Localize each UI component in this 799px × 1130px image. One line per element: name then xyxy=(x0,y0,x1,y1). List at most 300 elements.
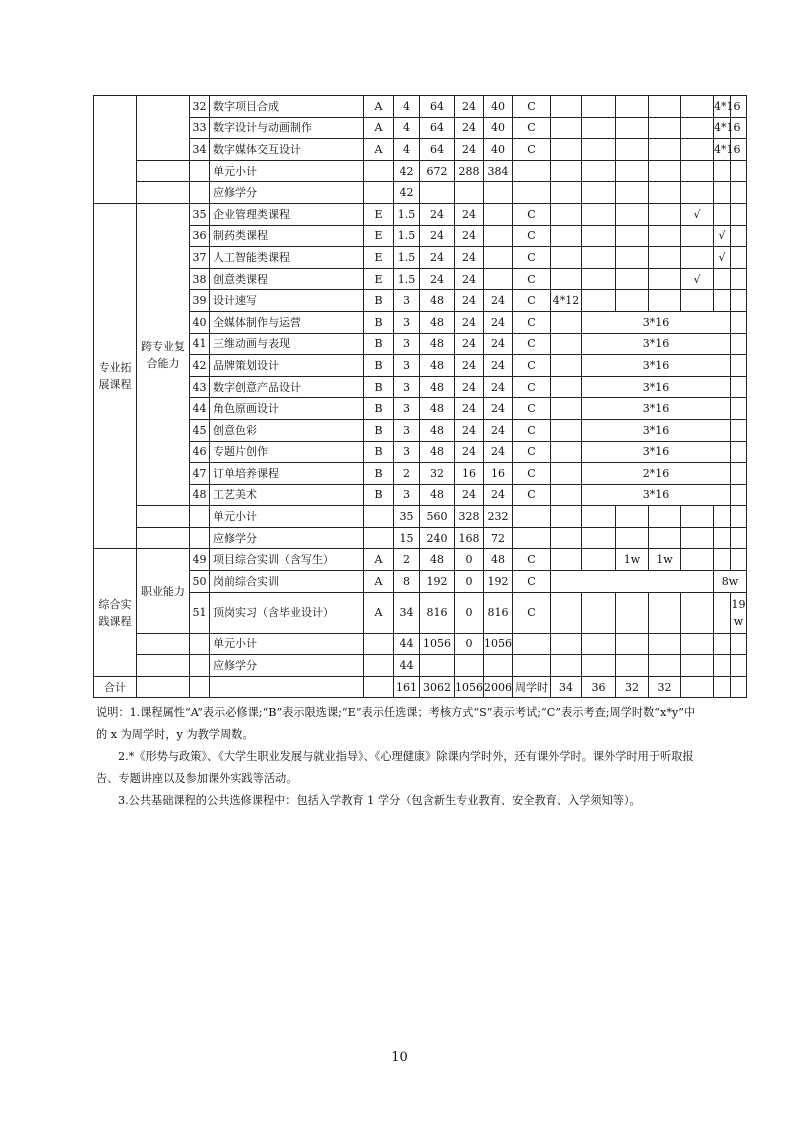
subtotal-total: 672 xyxy=(420,160,455,182)
table-row xyxy=(94,290,747,312)
table-row xyxy=(94,398,747,420)
empty-cell xyxy=(364,676,394,698)
cell-practice: 24 xyxy=(484,290,513,312)
empty-cell xyxy=(649,139,681,161)
course-name: 设计速写 xyxy=(210,290,364,312)
empty-cell xyxy=(731,376,747,398)
empty-cell xyxy=(731,398,747,420)
subtotal-total: 560 xyxy=(420,506,455,528)
cell-exam: C xyxy=(513,96,551,118)
empty-cell xyxy=(616,160,649,182)
cell-exam: C xyxy=(513,247,551,269)
empty-cell xyxy=(616,247,649,269)
cell-theory: 24 xyxy=(455,398,484,420)
course-name: 数字媒体交互设计 xyxy=(210,139,364,161)
empty-cell xyxy=(731,290,747,312)
cell-credit: 8 xyxy=(394,571,420,593)
empty-cell xyxy=(455,182,484,204)
empty-cell xyxy=(364,655,394,677)
cell-total: 48 xyxy=(420,441,455,463)
cell-credit: 3 xyxy=(394,419,420,441)
category-professional-extension: 专业拓展课程 xyxy=(94,203,137,549)
cell-theory: 24 xyxy=(455,203,484,225)
empty-cell xyxy=(616,203,649,225)
cell-practice: 24 xyxy=(484,419,513,441)
cell-attr: A xyxy=(364,592,394,633)
empty-cell xyxy=(364,633,394,655)
grand-total-practice: 2006 xyxy=(484,676,513,698)
empty-cell xyxy=(681,225,714,247)
cell-exam: C xyxy=(513,355,551,377)
weekly-hours-s3: 32 xyxy=(616,676,649,698)
cell-theory: 24 xyxy=(455,290,484,312)
empty-cell xyxy=(714,655,731,677)
cell-theory: 0 xyxy=(455,592,484,633)
cell-attr: E xyxy=(364,247,394,269)
cell-credit: 1.5 xyxy=(394,225,420,247)
empty-cell xyxy=(731,633,747,655)
cell-practice: 24 xyxy=(484,376,513,398)
cell-attr: A xyxy=(364,139,394,161)
empty-cell xyxy=(616,268,649,290)
cell-theory: 24 xyxy=(455,225,484,247)
cell-no: 49 xyxy=(190,549,210,571)
empty-cell xyxy=(551,441,582,463)
cell-total: 64 xyxy=(420,96,455,118)
cell-theory: 24 xyxy=(455,333,484,355)
cell-no: 37 xyxy=(190,247,210,269)
required-label: 应修学分 xyxy=(210,655,364,677)
cell-exam: C xyxy=(513,463,551,485)
cell-total: 24 xyxy=(420,225,455,247)
course-name: 数字创意产品设计 xyxy=(210,376,364,398)
cell-exam: C xyxy=(513,549,551,571)
subtotal-practice: 1056 xyxy=(484,633,513,655)
empty-cell xyxy=(731,463,747,485)
cell-total: 192 xyxy=(420,571,455,593)
cell-theory: 0 xyxy=(455,571,484,593)
empty-cell xyxy=(582,655,616,677)
required-label: 应修学分 xyxy=(210,527,364,549)
cell-total: 24 xyxy=(420,247,455,269)
cell-practice xyxy=(484,247,513,269)
empty-cell xyxy=(137,676,190,698)
cell-theory: 24 xyxy=(455,355,484,377)
cell-exam: C xyxy=(513,441,551,463)
empty-cell xyxy=(364,527,394,549)
empty-cell xyxy=(484,655,513,677)
empty-cell xyxy=(714,549,731,571)
subtotal-label: 单元小计 xyxy=(210,633,364,655)
cell-no: 35 xyxy=(190,203,210,225)
cell-attr: A xyxy=(364,96,394,118)
cell-theory: 24 xyxy=(455,96,484,118)
cell-credit: 2 xyxy=(394,463,420,485)
empty-cell xyxy=(484,182,513,204)
semester-s6: 4*16 xyxy=(714,139,731,161)
cell-no: 40 xyxy=(190,311,210,333)
empty-cell xyxy=(551,225,582,247)
cell-credit: 3 xyxy=(394,441,420,463)
course-name: 订单培养课程 xyxy=(210,463,364,485)
cell-attr: B xyxy=(364,290,394,312)
empty-cell xyxy=(551,484,582,506)
note-1: 说明：1.课程属性“A”表示必修课;“B”表示限选课;“E”表示任选课；考核方式“S”表示考试;“C”表示考查;周学时数“x*y”中的 x 为周学时，y 为教学周数。 xyxy=(96,706,696,741)
category-comprehensive-practice: 综合实践课程 xyxy=(94,549,137,676)
empty-cell xyxy=(649,117,681,139)
empty-cell xyxy=(616,633,649,655)
category-cell-empty xyxy=(94,96,137,204)
empty-cell xyxy=(714,268,731,290)
empty-cell xyxy=(551,355,582,377)
group-cross-discipline: 跨专业复合能力 xyxy=(137,203,190,505)
cell-no: 50 xyxy=(190,571,210,593)
cell-total: 64 xyxy=(420,117,455,139)
cell-theory: 24 xyxy=(455,419,484,441)
empty-cell xyxy=(731,225,747,247)
cell-theory: 24 xyxy=(455,441,484,463)
empty-cell xyxy=(616,96,649,118)
course-name: 品牌策划设计 xyxy=(210,355,364,377)
empty-cell xyxy=(364,182,394,204)
cell-total: 64 xyxy=(420,139,455,161)
cell-no: 34 xyxy=(190,139,210,161)
empty-cell xyxy=(681,117,714,139)
empty-cell xyxy=(137,506,190,528)
empty-cell xyxy=(681,247,714,269)
group-vocational-ability: 职业能力 xyxy=(137,549,190,633)
cell-exam: C xyxy=(513,268,551,290)
empty-cell xyxy=(616,182,649,204)
cell-total: 24 xyxy=(420,268,455,290)
semester-weeks: 3*16 xyxy=(582,333,731,355)
cell-credit: 4 xyxy=(394,96,420,118)
empty-cell xyxy=(714,182,731,204)
cell-credit: 3 xyxy=(394,484,420,506)
cell-attr: B xyxy=(364,441,394,463)
course-name: 人工智能类课程 xyxy=(210,247,364,269)
cell-attr: B xyxy=(364,376,394,398)
empty-cell xyxy=(582,203,616,225)
empty-cell xyxy=(731,182,747,204)
semester-weeks: 3*16 xyxy=(582,376,731,398)
empty-cell xyxy=(582,247,616,269)
cell-credit: 2 xyxy=(394,549,420,571)
cell-total: 48 xyxy=(420,549,455,571)
empty-cell xyxy=(551,419,582,441)
empty-cell xyxy=(681,527,714,549)
cell-credit: 3 xyxy=(394,376,420,398)
empty-cell xyxy=(731,655,747,677)
empty-cell xyxy=(616,592,649,633)
empty-cell xyxy=(513,655,551,677)
empty-cell xyxy=(551,549,582,571)
cell-no: 33 xyxy=(190,117,210,139)
required-credit: 44 xyxy=(394,655,420,677)
empty-cell xyxy=(582,506,616,528)
cell-credit: 3 xyxy=(394,398,420,420)
cell-practice: 24 xyxy=(484,484,513,506)
semester-s3: 1w xyxy=(616,549,649,571)
course-name: 全媒体制作与运营 xyxy=(210,311,364,333)
empty-cell xyxy=(649,527,681,549)
empty-cell xyxy=(137,182,190,204)
course-name: 顶岗实习（含毕业设计） xyxy=(210,592,364,633)
grand-total-theory: 1056 xyxy=(455,676,484,698)
notes xyxy=(96,702,706,812)
note-3: 3.公共基础课程的公共选修课程中：包括入学教育 1 学分（包含新生专业教育、安全教育、入学须知等）。 xyxy=(118,794,641,807)
empty-cell xyxy=(551,463,582,485)
empty-cell xyxy=(681,96,714,118)
cell-theory: 24 xyxy=(455,139,484,161)
empty-cell xyxy=(714,527,731,549)
cell-attr: E xyxy=(364,203,394,225)
empty-cell xyxy=(551,247,582,269)
cell-credit: 34 xyxy=(394,592,420,633)
cell-exam: C xyxy=(513,484,551,506)
empty-cell xyxy=(551,311,582,333)
empty-cell xyxy=(649,225,681,247)
cell-total: 48 xyxy=(420,398,455,420)
cell-exam: C xyxy=(513,398,551,420)
semester-s6: 4*16 xyxy=(714,117,731,139)
cell-credit: 1.5 xyxy=(394,268,420,290)
empty-cell xyxy=(582,225,616,247)
empty-cell xyxy=(190,160,210,182)
required-label: 应修学分 xyxy=(210,182,364,204)
cell-practice: 24 xyxy=(484,398,513,420)
subtotal-practice: 232 xyxy=(484,506,513,528)
empty-cell xyxy=(551,571,714,593)
empty-cell xyxy=(714,203,731,225)
cell-credit: 3 xyxy=(394,290,420,312)
table-row xyxy=(94,484,747,506)
table-row xyxy=(94,247,747,269)
cell-credit: 4 xyxy=(394,139,420,161)
empty-cell xyxy=(582,160,616,182)
empty-cell xyxy=(731,268,747,290)
cell-attr: E xyxy=(364,225,394,247)
cell-practice: 48 xyxy=(484,549,513,571)
empty-cell xyxy=(731,506,747,528)
empty-cell xyxy=(190,506,210,528)
cell-credit: 3 xyxy=(394,333,420,355)
course-name: 专题片创作 xyxy=(210,441,364,463)
empty-cell xyxy=(681,676,714,698)
semester-weeks: 3*16 xyxy=(582,355,731,377)
cell-credit: 3 xyxy=(394,355,420,377)
empty-cell xyxy=(513,160,551,182)
weekly-hours-label: 周学时 xyxy=(513,676,551,698)
empty-cell xyxy=(649,268,681,290)
empty-cell xyxy=(551,633,582,655)
required-total: 240 xyxy=(420,527,455,549)
cell-practice xyxy=(484,268,513,290)
cell-total: 48 xyxy=(420,333,455,355)
table-row xyxy=(94,268,747,290)
cell-theory: 24 xyxy=(455,117,484,139)
semester-s4: 1w xyxy=(649,549,681,571)
empty-cell xyxy=(137,633,190,655)
cell-theory: 24 xyxy=(455,376,484,398)
empty-cell xyxy=(616,506,649,528)
empty-cell xyxy=(681,139,714,161)
empty-cell xyxy=(714,633,731,655)
cell-total: 48 xyxy=(420,484,455,506)
subtotal-credit: 44 xyxy=(394,633,420,655)
empty-cell xyxy=(714,160,731,182)
table-row xyxy=(94,676,747,698)
subtotal-theory: 288 xyxy=(455,160,484,182)
empty-cell xyxy=(616,527,649,549)
semester-s5: √ xyxy=(681,203,714,225)
empty-cell xyxy=(513,633,551,655)
grand-total-total: 3062 xyxy=(420,676,455,698)
empty-cell xyxy=(551,96,582,118)
cell-practice xyxy=(484,225,513,247)
empty-cell xyxy=(582,268,616,290)
semester-s7: 19 w xyxy=(731,592,747,633)
cell-total: 48 xyxy=(420,290,455,312)
cell-no: 36 xyxy=(190,225,210,247)
empty-cell xyxy=(551,203,582,225)
empty-cell xyxy=(731,203,747,225)
required-theory: 168 xyxy=(455,527,484,549)
cell-total: 48 xyxy=(420,355,455,377)
subtotal-theory: 0 xyxy=(455,633,484,655)
empty-cell xyxy=(364,160,394,182)
group-cell-empty xyxy=(137,96,190,161)
empty-cell xyxy=(731,311,747,333)
cell-exam: C xyxy=(513,139,551,161)
cell-total: 48 xyxy=(420,419,455,441)
table-row xyxy=(94,419,747,441)
table-row xyxy=(94,527,747,549)
cell-attr: E xyxy=(364,268,394,290)
grand-total-credit: 161 xyxy=(394,676,420,698)
table-row xyxy=(94,441,747,463)
cell-attr: B xyxy=(364,463,394,485)
cell-practice xyxy=(484,203,513,225)
page-number: 10 xyxy=(391,1050,408,1065)
cell-theory: 24 xyxy=(455,268,484,290)
cell-practice: 40 xyxy=(484,117,513,139)
empty-cell xyxy=(649,633,681,655)
empty-cell xyxy=(616,225,649,247)
empty-cell xyxy=(731,527,747,549)
cell-total: 24 xyxy=(420,203,455,225)
empty-cell xyxy=(731,247,747,269)
semester-s6: 8w xyxy=(714,571,747,593)
course-name: 三维动画与表现 xyxy=(210,333,364,355)
cell-theory: 0 xyxy=(455,549,484,571)
empty-cell xyxy=(616,655,649,677)
empty-cell xyxy=(551,376,582,398)
cell-attr: B xyxy=(364,333,394,355)
course-name: 制药类课程 xyxy=(210,225,364,247)
subtotal-label: 单元小计 xyxy=(210,506,364,528)
empty-cell xyxy=(582,182,616,204)
subtotal-credit: 35 xyxy=(394,506,420,528)
cell-attr: A xyxy=(364,549,394,571)
empty-cell xyxy=(137,655,190,677)
semester-s5: √ xyxy=(681,268,714,290)
required-practice: 72 xyxy=(484,527,513,549)
course-name: 创意类课程 xyxy=(210,268,364,290)
empty-cell xyxy=(681,290,714,312)
cell-credit: 1.5 xyxy=(394,203,420,225)
empty-cell xyxy=(649,592,681,633)
subtotal-theory: 328 xyxy=(455,506,484,528)
empty-cell xyxy=(649,182,681,204)
course-name: 角色原画设计 xyxy=(210,398,364,420)
semester-weeks: 3*16 xyxy=(582,398,731,420)
empty-cell xyxy=(681,633,714,655)
cell-exam: C xyxy=(513,571,551,593)
cell-exam: C xyxy=(513,203,551,225)
empty-cell xyxy=(551,160,582,182)
course-name: 创意色彩 xyxy=(210,419,364,441)
semester-weeks: 2*16 xyxy=(582,463,731,485)
table-row xyxy=(94,463,747,485)
cell-credit: 1.5 xyxy=(394,247,420,269)
empty-cell xyxy=(649,506,681,528)
cell-practice: 40 xyxy=(484,96,513,118)
cell-theory: 24 xyxy=(455,484,484,506)
cell-practice: 816 xyxy=(484,592,513,633)
table-row xyxy=(94,117,747,139)
empty-cell xyxy=(681,182,714,204)
table-row xyxy=(94,182,747,204)
cell-exam: C xyxy=(513,333,551,355)
cell-exam: C xyxy=(513,290,551,312)
cell-theory: 24 xyxy=(455,247,484,269)
cell-exam: C xyxy=(513,592,551,633)
empty-cell xyxy=(190,633,210,655)
cell-theory: 16 xyxy=(455,463,484,485)
empty-cell xyxy=(364,506,394,528)
cell-practice: 16 xyxy=(484,463,513,485)
empty-cell xyxy=(714,290,731,312)
empty-cell xyxy=(582,139,616,161)
empty-cell xyxy=(714,592,731,633)
table-row xyxy=(94,549,747,571)
empty-cell xyxy=(681,506,714,528)
cell-practice: 24 xyxy=(484,355,513,377)
empty-cell xyxy=(649,160,681,182)
cell-attr: B xyxy=(364,311,394,333)
cell-credit: 3 xyxy=(394,311,420,333)
empty-cell xyxy=(551,527,582,549)
cell-attr: B xyxy=(364,484,394,506)
weekly-hours-s2: 36 xyxy=(582,676,616,698)
cell-no: 39 xyxy=(190,290,210,312)
table-row xyxy=(94,376,747,398)
empty-cell xyxy=(513,527,551,549)
empty-cell xyxy=(649,203,681,225)
cell-no: 46 xyxy=(190,441,210,463)
cell-attr: B xyxy=(364,355,394,377)
cell-exam: C xyxy=(513,117,551,139)
empty-cell xyxy=(649,290,681,312)
empty-cell xyxy=(731,676,747,698)
semester-s6: √ xyxy=(714,225,731,247)
empty-cell xyxy=(582,592,616,633)
weekly-hours-s1: 34 xyxy=(551,676,582,698)
cell-exam: C xyxy=(513,225,551,247)
cell-no: 44 xyxy=(190,398,210,420)
cell-no: 48 xyxy=(190,484,210,506)
